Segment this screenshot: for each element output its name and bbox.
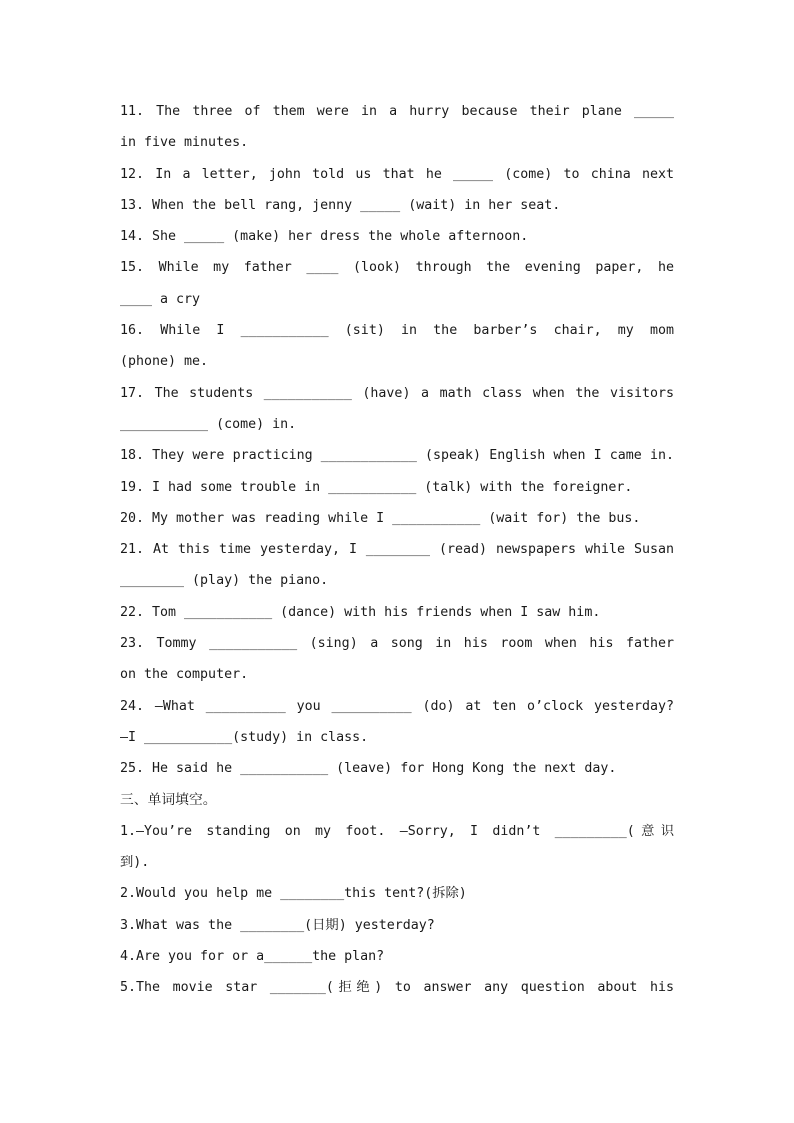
question-14: 14. She _____ (make) her dress the whole afternoon. xyxy=(120,229,529,245)
word-fill-3: 3.What was the ________(日期) yesterday? xyxy=(120,917,435,933)
question-25: 25. He said he ___________ (leave) for Hong Kong the next day. xyxy=(120,761,617,777)
question-18: 18. They were practicing ____________ (speak) English when I came in. xyxy=(120,448,674,464)
question-15-line-1: 15. While my father ____ (look) through the evening paper, he xyxy=(120,260,674,276)
question-20: 20. My mother was reading while I ___________ (wait for) the bus. xyxy=(120,510,641,526)
question-23-line-2: on the computer. xyxy=(120,667,249,683)
word-fill-1-line-1: 1.—You’re standing on my foot. —Sorry, I didn’t _________(意识 xyxy=(120,823,674,839)
document-page xyxy=(120,96,674,1004)
question-16-line-1: 16. While I ___________ (sit) in the barber’s chair, my mom xyxy=(120,323,674,339)
question-17-line-1: 17. The students ___________ (have) a math class when the visitors xyxy=(120,385,674,401)
word-fill-4: 4.Are you for or a______the plan? xyxy=(120,949,385,965)
question-15-line-2: ____ a cry xyxy=(120,291,201,307)
word-fill-5: 5.The movie star _______(拒绝) to answer any question about his xyxy=(120,980,674,996)
question-19: 19. I had some trouble in ___________ (talk) with the foreigner. xyxy=(120,479,633,495)
question-24-line-1: 24. —What __________ you __________ (do) at ten o’clock yesterday? xyxy=(120,698,674,714)
section-heading: 三、单词填空。 xyxy=(120,791,217,808)
question-23-line-1: 23. Tommy ___________ (sing) a song in his room when his father xyxy=(120,636,674,652)
question-12: 12. In a letter, john told us that he _____ (come) to china next xyxy=(120,166,674,182)
word-fill-1-line-2: 到). xyxy=(120,855,150,871)
question-17-line-2: ___________ (come) in. xyxy=(120,416,297,432)
word-fill-2: 2.Would you help me ________this tent?(拆除) xyxy=(120,886,467,902)
question-24-line-2: —I ___________(study) in class. xyxy=(120,729,369,745)
question-21-line-1: 21. At this time yesterday, I ________ (read) newspapers while Susan xyxy=(120,542,674,558)
question-13: 13. When the bell rang, jenny _____ (wait) in her seat. xyxy=(120,197,561,213)
question-21-line-2: ________ (play) the piano. xyxy=(120,573,329,589)
question-11-line-2: in five minutes. xyxy=(120,135,249,151)
question-16-line-2: (phone) me. xyxy=(120,354,209,370)
question-11-line-1: 11. The three of them were in a hurry because their plane _____ xyxy=(120,104,674,119)
question-22: 22. Tom ___________ (dance) with his friends when I saw him. xyxy=(120,604,601,620)
